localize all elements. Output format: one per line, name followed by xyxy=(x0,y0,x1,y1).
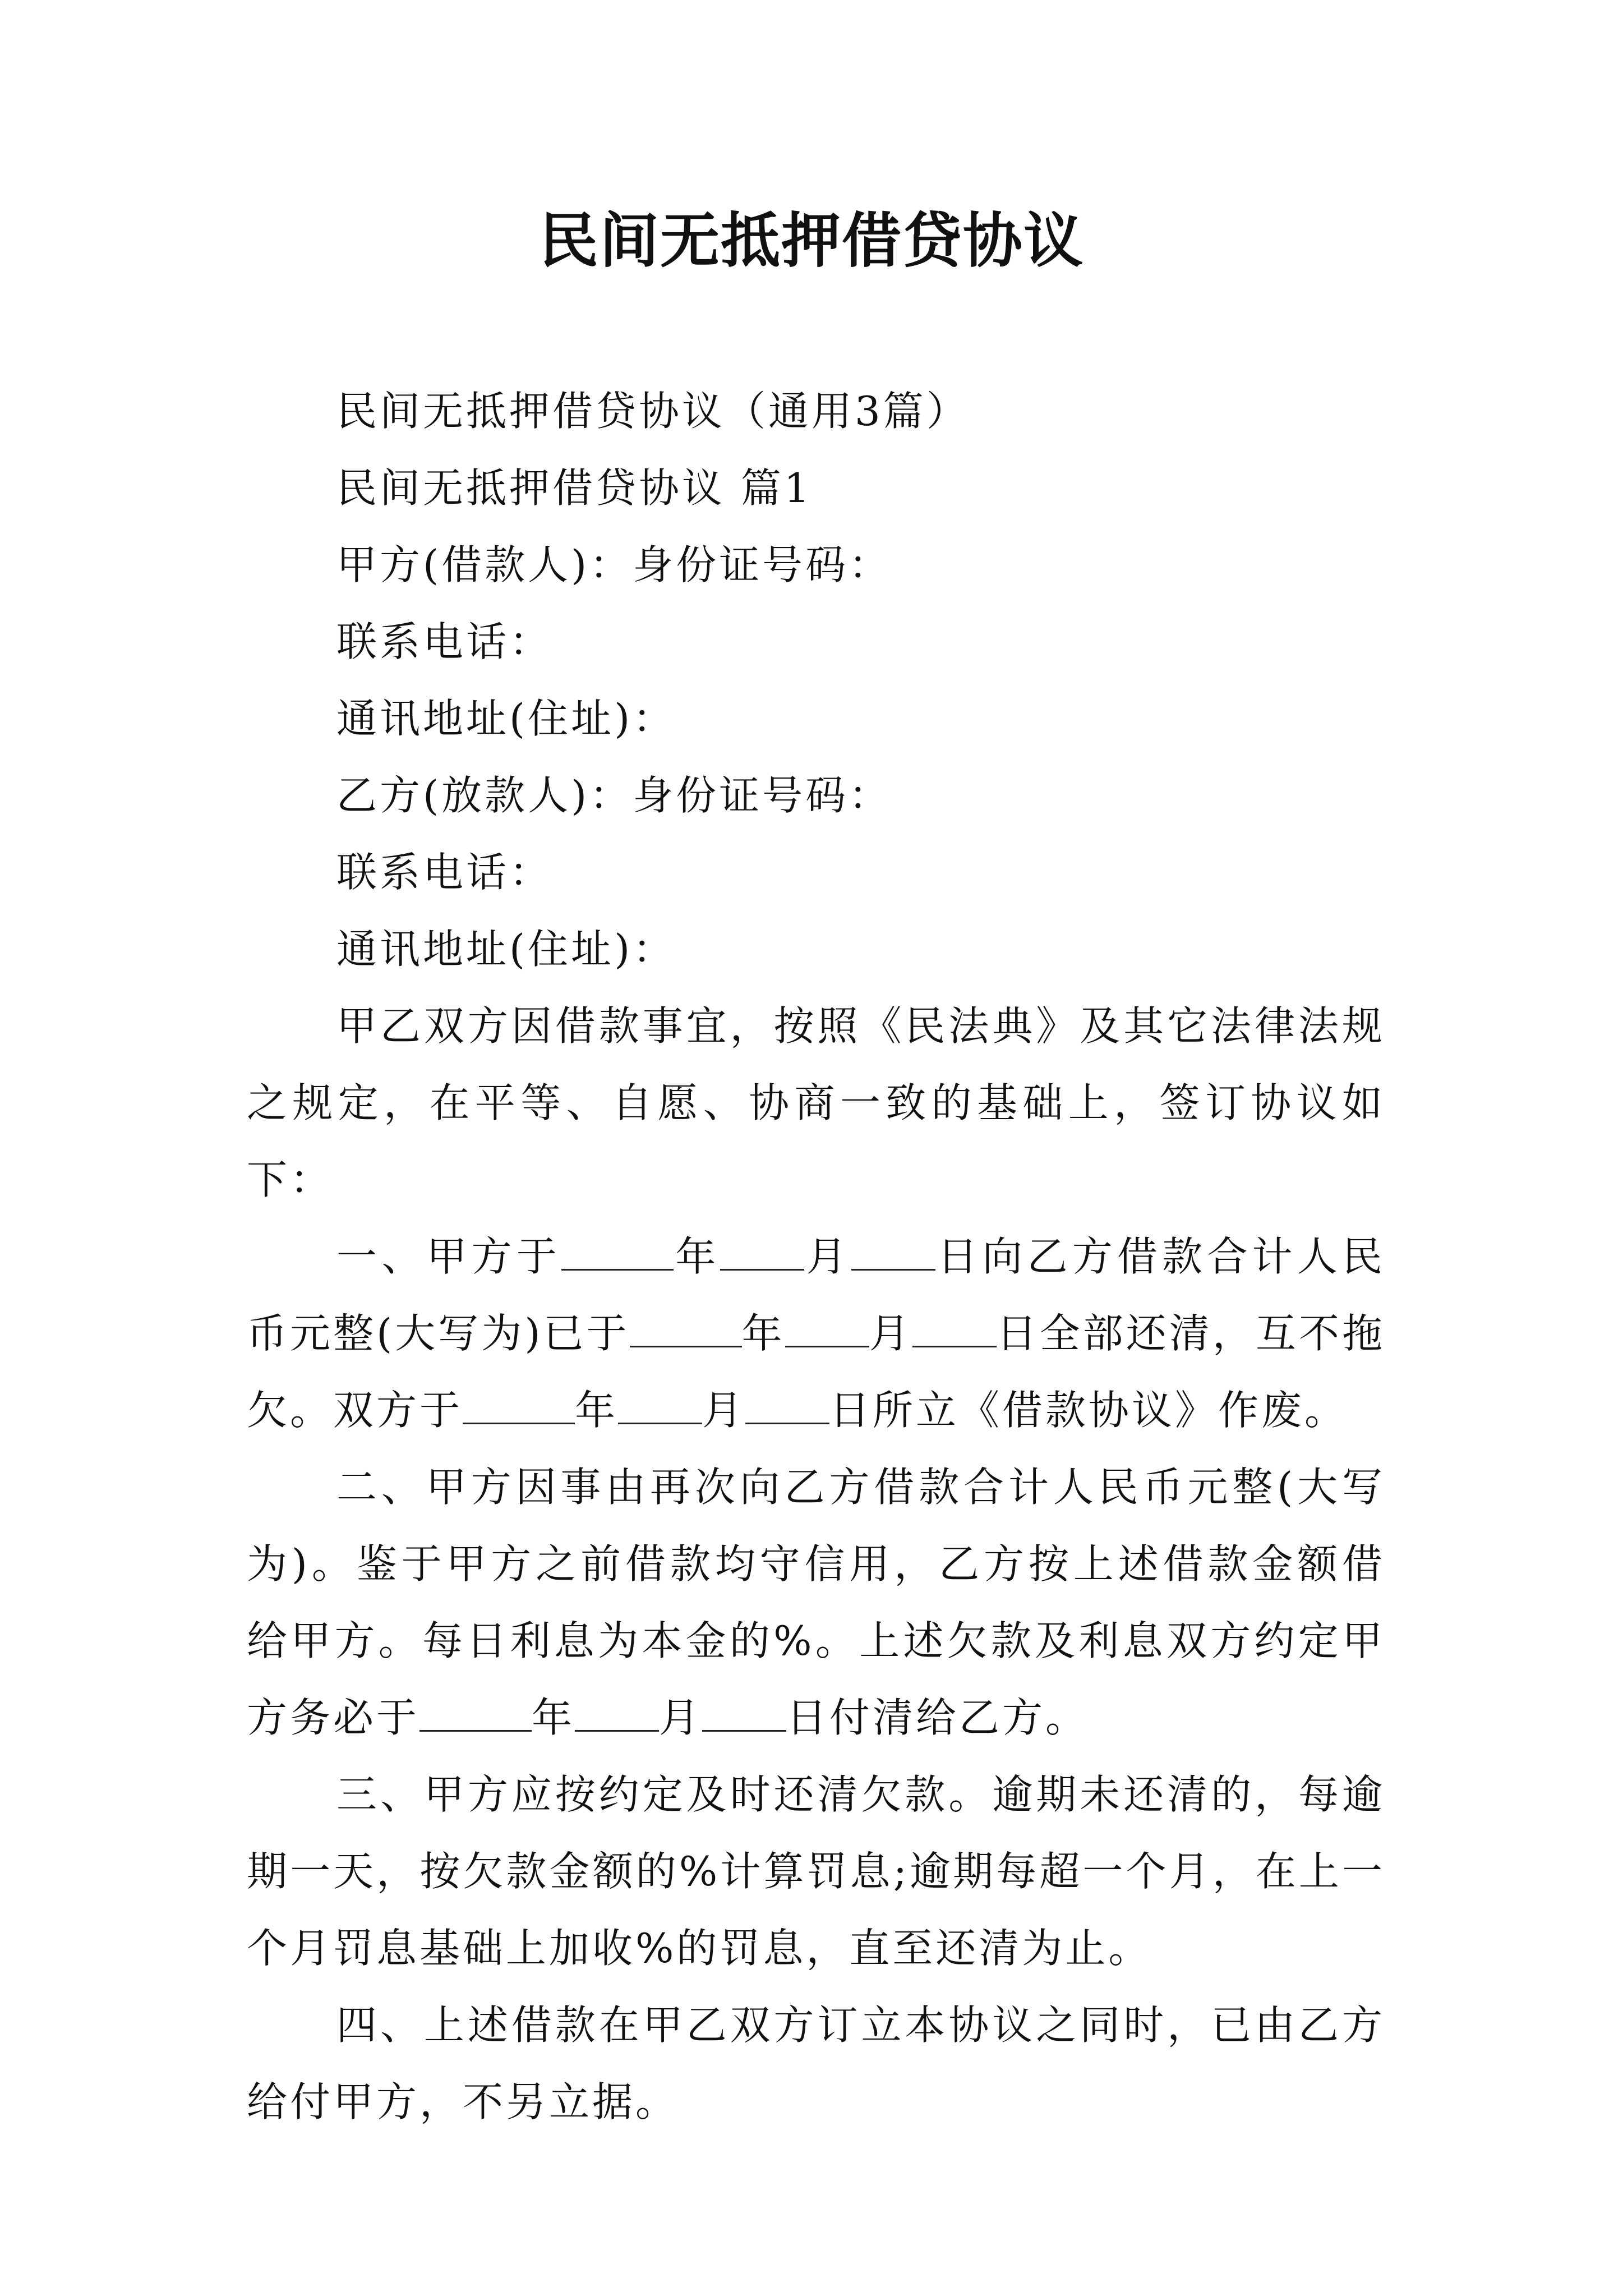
blank-day-field xyxy=(912,1308,997,1347)
clause-1-text-b: 年 xyxy=(674,1233,721,1280)
clause-1-text-g: 日全部还清，互不拖欠。双方于 xyxy=(247,1310,1385,1434)
clause-2 xyxy=(247,1449,1385,1756)
blank-month-field xyxy=(575,1692,659,1732)
clause-2-text-a: 二、甲方因事由再次向乙方借款合计人民币元整(大写为)。鉴于甲方之前借款均守信用，乙方按上述借款金额借给甲方。每日利息为本金的%。上述欠款及利息双方约定甲方务必于 xyxy=(247,1464,1385,1741)
blank-year-field xyxy=(463,1384,575,1424)
document-body xyxy=(247,373,1385,2141)
clause-4: 四、上述借款在甲乙双方订立本协议之同时，已由乙方给付甲方，不另立据。 xyxy=(247,2001,1385,2125)
blank-month-field xyxy=(720,1231,804,1271)
blank-month-field xyxy=(618,1384,702,1424)
blank-day-field xyxy=(745,1384,829,1424)
intro-paragraph: 甲乙双方因借款事宜，按照《民法典》及其它法律法规之规定，在平等、自愿、协商一致的基础上，签订协议如下： xyxy=(247,1002,1385,1203)
clause-3: 三、甲方应按约定及时还清欠款。逾期未还清的，每逾期一天，按欠款金额的%计算罚息;逾期每超一个月，在上一个月罚息基础上加收%的罚息，直至还清为止。 xyxy=(247,1771,1385,1972)
party-a-address-line: 通讯地址(住址)： xyxy=(336,695,676,742)
clause-1-text-h: 年 xyxy=(575,1387,619,1434)
clause-1 xyxy=(247,1218,1385,1449)
document-title: 民间无抵押借贷协议 xyxy=(539,206,1084,275)
party-b-address-line: 通讯地址(住址)： xyxy=(336,926,676,973)
clause-1-text-a: 一、甲方于 xyxy=(336,1233,562,1280)
party-a-phone-line: 联系电话： xyxy=(336,618,553,665)
party-b-id-line: 乙方(放款人)：身份证号码： xyxy=(336,772,892,819)
clause-1-text-f: 月 xyxy=(869,1310,912,1357)
clause-1-text-j: 日所立《借款协议》作废。 xyxy=(829,1387,1348,1434)
clause-1-text-c: 月 xyxy=(804,1233,851,1280)
clause-2-text-c: 月 xyxy=(659,1694,703,1741)
party-b-phone-line: 联系电话： xyxy=(336,849,553,896)
clause-2-text-b: 年 xyxy=(532,1694,575,1741)
clause-2-text-d: 日付清给乙方。 xyxy=(786,1694,1089,1741)
party-a-id-line: 甲方(借款人)：身份证号码： xyxy=(336,541,892,588)
blank-year-field xyxy=(630,1308,742,1347)
clause-1-text-e: 年 xyxy=(741,1310,785,1357)
clause-1-text-d: 日向乙方借款合计人民币元整(大写为)已于 xyxy=(247,1233,1385,1357)
blank-day-field xyxy=(702,1692,786,1732)
section-heading: 民间无抵押借贷协议 篇1 xyxy=(336,464,813,512)
blank-day-field xyxy=(851,1231,935,1271)
blank-year-field xyxy=(419,1692,532,1732)
blank-month-field xyxy=(785,1308,869,1347)
document-subtitle: 民间无抵押借贷协议（通用3篇） xyxy=(336,388,970,435)
clause-1-text-i: 月 xyxy=(702,1387,746,1434)
blank-year-field xyxy=(561,1231,674,1271)
